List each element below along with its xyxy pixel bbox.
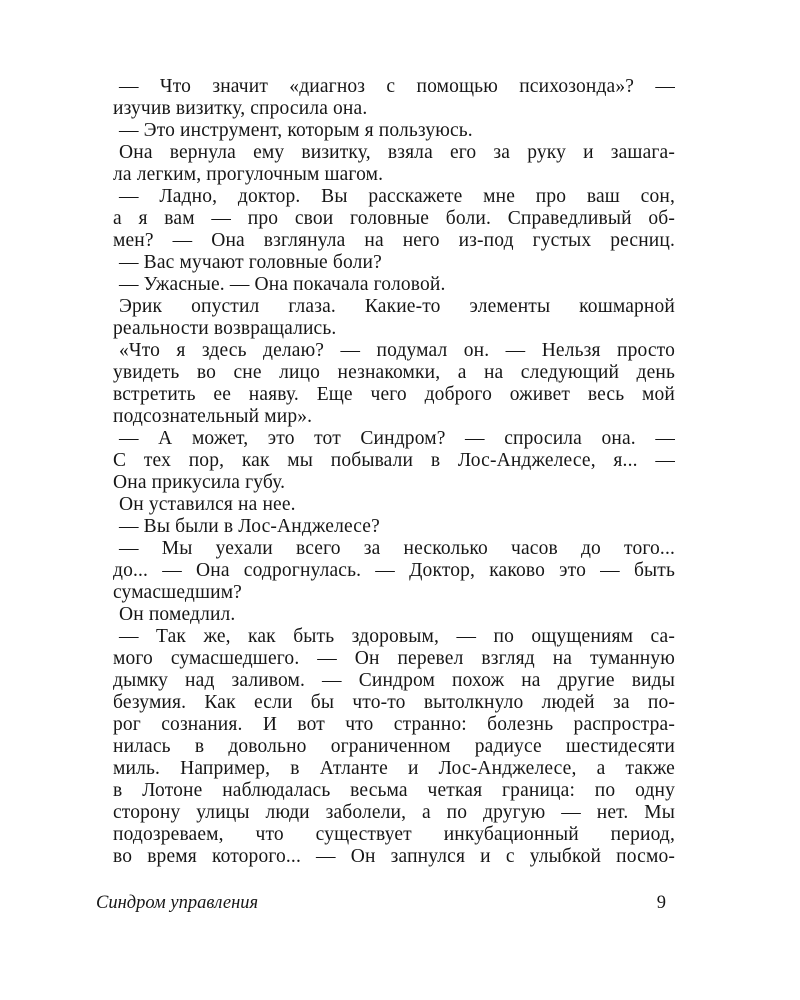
text-line: — Вас мучают головные боли? (119, 252, 382, 273)
text-line: дымку над заливом. — Синдром похож на другие виды (113, 670, 675, 691)
text-line: до... — Она содрогнулась. — Доктор, каково это — быть (113, 560, 675, 581)
text-line: — А может, это тот Синдром? — спросила она. — (119, 428, 675, 449)
text-line: во время которого... — Он запнулся и с улыбкой посмо- (113, 846, 675, 867)
text-line: — Это инструмент, которым я пользуюсь. (119, 120, 473, 141)
text-line: — Ужасные. — Она покачала головой. (119, 274, 446, 295)
text-line: нилась в довольно ограниченном радиусе шестидесяти (113, 736, 675, 757)
text-line: безумия. Как если бы что-то вытолкнуло людей за по- (113, 692, 675, 713)
text-line: С тех пор, как мы побывали в Лос-Анджелесе, я... — (113, 450, 675, 471)
text-line: увидеть во сне лицо незнакомки, а на следующий день (113, 362, 675, 383)
text-line: в Лотоне наблюдалась весьма четкая граница: по одну (113, 780, 675, 801)
text-line: встретить ее наяву. Еще чего доброго оживет весь мой (113, 384, 675, 405)
text-line: — Мы уехали всего за несколько часов до того... (119, 538, 675, 559)
text-line: Она прикусила губу. (113, 472, 286, 493)
text-line: а я вам — про свои головные боли. Справедливый об- (113, 208, 675, 229)
text-line: — Что значит «диагноз с помощью психозонда»? — (119, 76, 675, 97)
text-line: изучив визитку, спросила она. (113, 98, 368, 119)
text-line: реальности возвращались. (113, 318, 337, 339)
text-line: — Вы были в Лос-Анджелесе? (119, 516, 380, 537)
text-line: мого сумасшедшего. — Он перевел взгляд на туманную (113, 648, 675, 669)
text-line: ла легким, прогулочным шагом. (113, 164, 384, 185)
text-line: рог сознания. И вот что странно: болезнь распростра- (113, 714, 675, 735)
running-title: Синдром управления (96, 893, 259, 913)
text-line: Он помедлил. (119, 604, 236, 625)
text-line: Он уставился на нее. (119, 494, 296, 515)
text-line: Она вернула ему визитку, взяла его за руку и зашага- (119, 142, 675, 163)
text-line: — Так же, как быть здоровым, — по ощущениям са- (119, 626, 675, 647)
text-line: «Что я здесь делаю? — подумал он. — Нельзя просто (119, 340, 675, 361)
body-text (113, 76, 675, 868)
text-line: миль. Например, в Атланте и Лос-Анджелесе, а также (113, 758, 675, 779)
text-line: подозреваем, что существует инкубационный период, (113, 824, 675, 845)
page-footer (96, 891, 666, 915)
text-line: — Ладно, доктор. Вы расскажете мне про ваш сон, (119, 186, 675, 207)
text-line: сумасшедшим? (113, 582, 242, 603)
text-line: Эрик опустил глаза. Какие-то элементы кошмарной (119, 296, 675, 317)
text-line: подсознательный мир». (113, 406, 313, 427)
page-number: 9 (656, 893, 666, 913)
text-line: сторону улицы люди заболели, а по другую — нет. Мы (113, 802, 675, 823)
text-line: мен? — Она взглянула на него из-под густых ресниц. (113, 230, 675, 251)
